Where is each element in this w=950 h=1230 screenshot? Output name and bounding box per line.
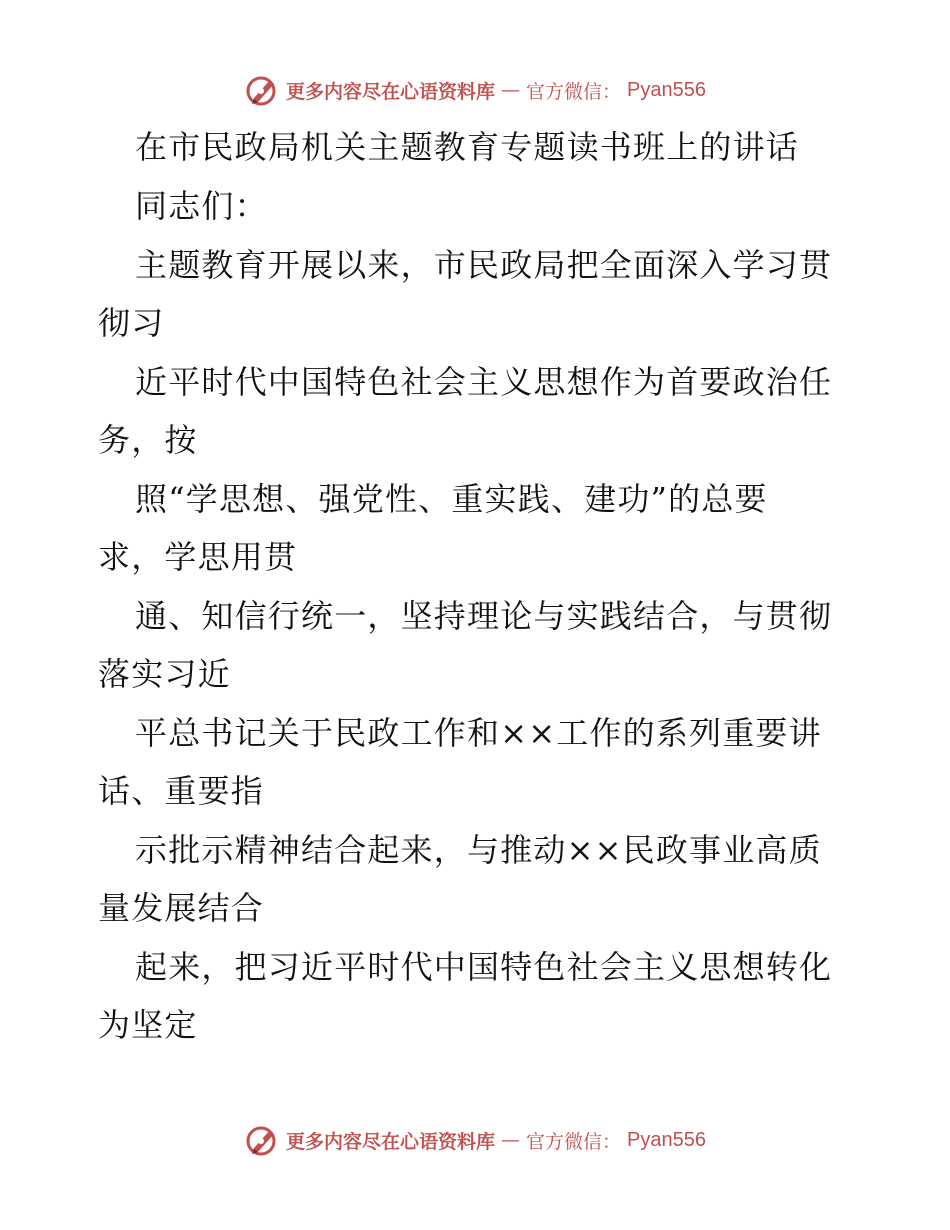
watermark-separator: — [501,1129,521,1151]
watermark-slogan: 更多内容尽在心语资料库 [286,1130,496,1153]
paragraph-line: 近平时代中国特色社会主义思想作为首要政治任 [135,363,833,401]
document-title: 在市民政局机关主题教育专题读书班上的讲话 [135,128,800,166]
pen-logo-icon [244,72,280,108]
paragraph-line: 平总书记关于民政工作和××工作的系列重要讲 [135,714,822,752]
paragraph-line: 量发展结合 [98,889,265,927]
paragraph-line: 彻习 [98,304,165,342]
watermark-wechat-id: Pyan556 [627,78,706,101]
paragraph-line: 起来，把习近平时代中国特色社会主义思想转化 [135,948,833,986]
watermark-wechat-label: 官方微信： [526,80,622,103]
paragraph-line: 话、重要指 [98,772,265,810]
paragraph-line: 示批示精神结合起来，与推动××民政事业高质 [135,831,822,869]
watermark-wechat-label: 官方微信： [526,1130,622,1153]
paragraph-line: 通、知信行统一，坚持理论与实践结合，与贯彻 [135,597,833,635]
paragraph-line: 为坚定 [98,1006,198,1044]
footer-watermark [0,1120,950,1160]
paragraph-line: 照“学思想、强党性、重实践、建功”的总要 [135,480,768,518]
watermark-separator: — [501,79,521,101]
paragraph-line: 求，学思用贯 [98,538,298,576]
paragraph-line: 主题教育开展以来，市民政局把全面深入学习贯 [135,246,833,284]
watermark-slogan: 更多内容尽在心语资料库 [286,80,496,103]
header-watermark [0,70,950,110]
salutation: 同志们： [135,187,268,225]
paragraph-line: 务，按 [98,421,198,459]
pen-logo-icon [244,1122,280,1158]
paragraph-line: 落实习近 [98,655,231,693]
watermark-wechat-id: Pyan556 [627,1128,706,1151]
